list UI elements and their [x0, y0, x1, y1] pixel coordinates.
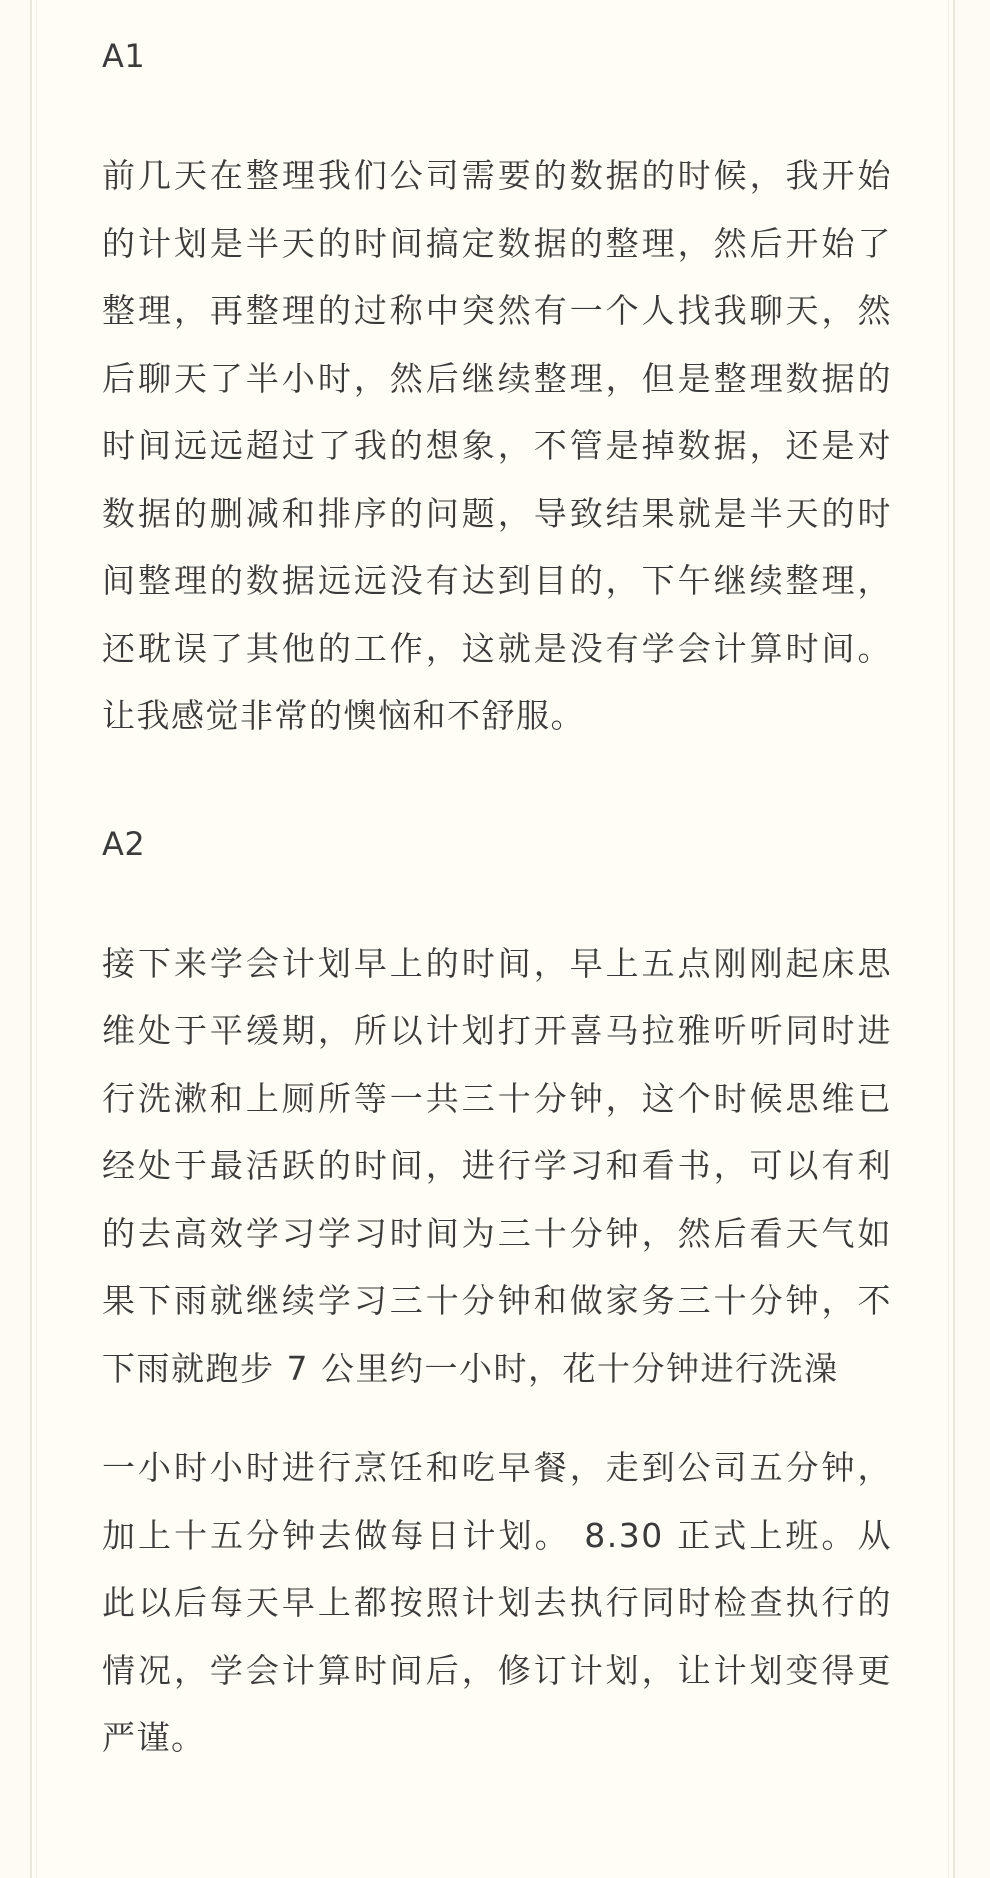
paragraph-a1-1: 前几天在整理我们公司需要的数据的时候，我开始的计划是半天的时间搞定数据的整理，然后开始了整理，再整理的过称中突然有一个人找我聊天，然后聊天了半小时，然后继续整理，但是整理数据的时间远远超过了我的想象，不管是掉数据，还是对数据的删减和排序的问题，导致结果就是半天的时间整理的数据远远没有达到目的，下午继续整理，还耽误了其他的工作，这就是没有学会计算时间。让我感觉非常的懊恼和不舒服。 [102, 156, 892, 735]
article-body [102, 34, 892, 1772]
paragraph-a2-2: 一小时小时进行烹饪和吃早餐，走到公司五分钟，加上十五分钟去做每日计划。 8.30 正式上班。从此以后每天早上都按照计划去执行同时检查执行的情况，学会计算时间后，修订计划，让计划变得更严谨。 [102, 1448, 892, 1757]
section-heading-a2: A2 [102, 824, 146, 863]
section-heading-a1: A1 [102, 37, 146, 75]
paragraph-a2-1: 接下来学会计划早上的时间，早上五点刚刚起床思维处于平缓期，所以计划打开喜马拉雅听听同时进行洗漱和上厕所等一共三十分钟，这个时候思维已经处于最活跃的时间，进行学习和看书，可以有利的去高效学习学习时间为三十分钟，然后看天气如果下雨就继续学习三十分钟和做家务三十分钟，不下雨就跑步 7 公里约一小时，花十分钟进行洗澡 [102, 943, 892, 1388]
